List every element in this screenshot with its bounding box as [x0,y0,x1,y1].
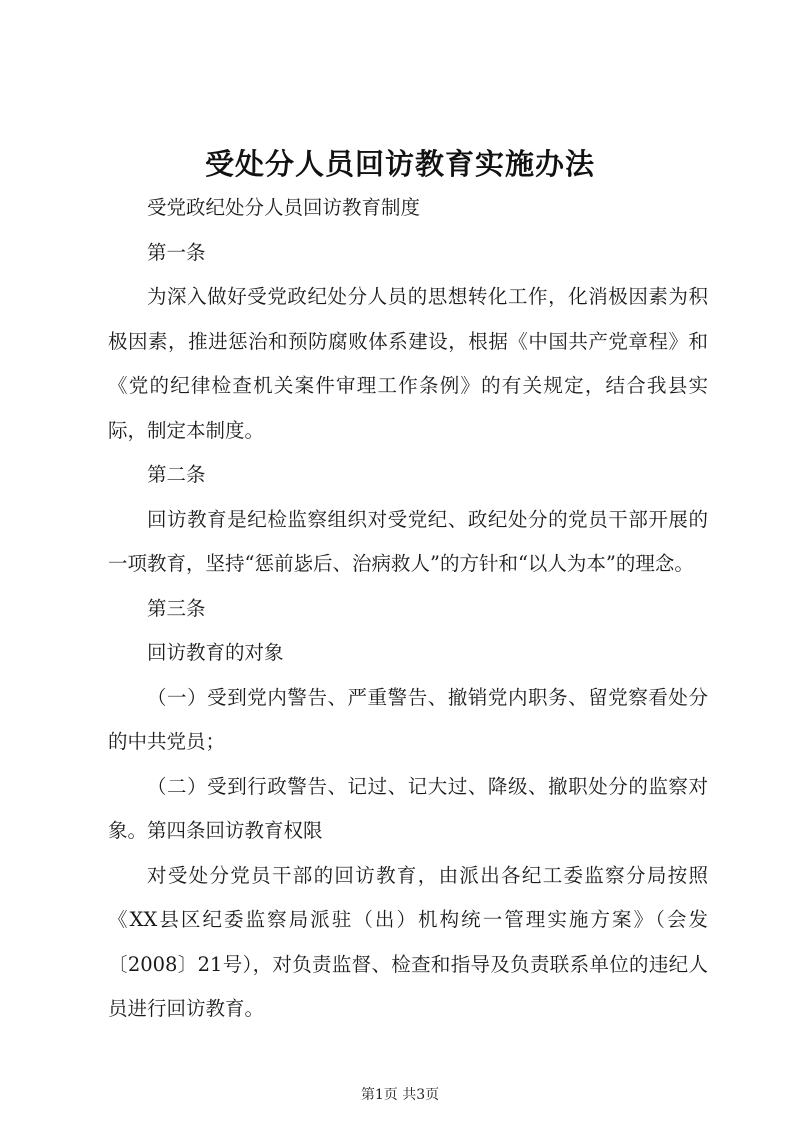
paragraph-subtitle: 受党政纪处分人员回访教育制度 [147,196,421,219]
document-title: 受处分人员回访教育实施办法 [204,147,595,181]
paragraph-article-1-heading: 第一条 [147,240,206,264]
paragraph-article-4-text: 对受处分党员干部的回访教育，由派出各纪工委监察分局按照《XX县区纪委监察局派驻（出）机构统一管理实施方案》（会发〔2008〕21号），对负责监督、检查和指导及负责联系单位的违纪人员进行回访教育。 [108,863,708,1020]
paragraph-article-2-text: 回访教育是纪检监察组织对受党纪、政纪处分的党员干部开展的一项教育，坚持“惩前毖后、治病救人”的方针和“以人为本”的理念。 [108,507,708,575]
page-footer: 第1页 共3页 [360,1087,440,1103]
document-body [108,186,708,1032]
paragraph-article-3-subheading: 回访教育的对象 [147,641,284,664]
paragraph-article-3-heading: 第三条 [147,596,206,620]
paragraph-article-2-heading: 第二条 [147,463,206,486]
paragraph-item-1: （一）受到党内警告、严重警告、撤销党内职务、留党察看处分的中共党员； [108,685,708,753]
paragraph-item-2: （二）受到行政警告、记过、记大过、降级、撤职处分的监察对象。第四条回访教育权限 [108,774,708,842]
paragraph-article-1-text: 为深入做好受党政纪处分人员的思想转化工作，化消极因素为积极因素，推进惩治和预防腐败体系建设，根据《中国共产党章程》和《党的纪律检查机关案件审理工作条例》的有关规定，结合我县实际，制定本制度。 [108,285,708,442]
